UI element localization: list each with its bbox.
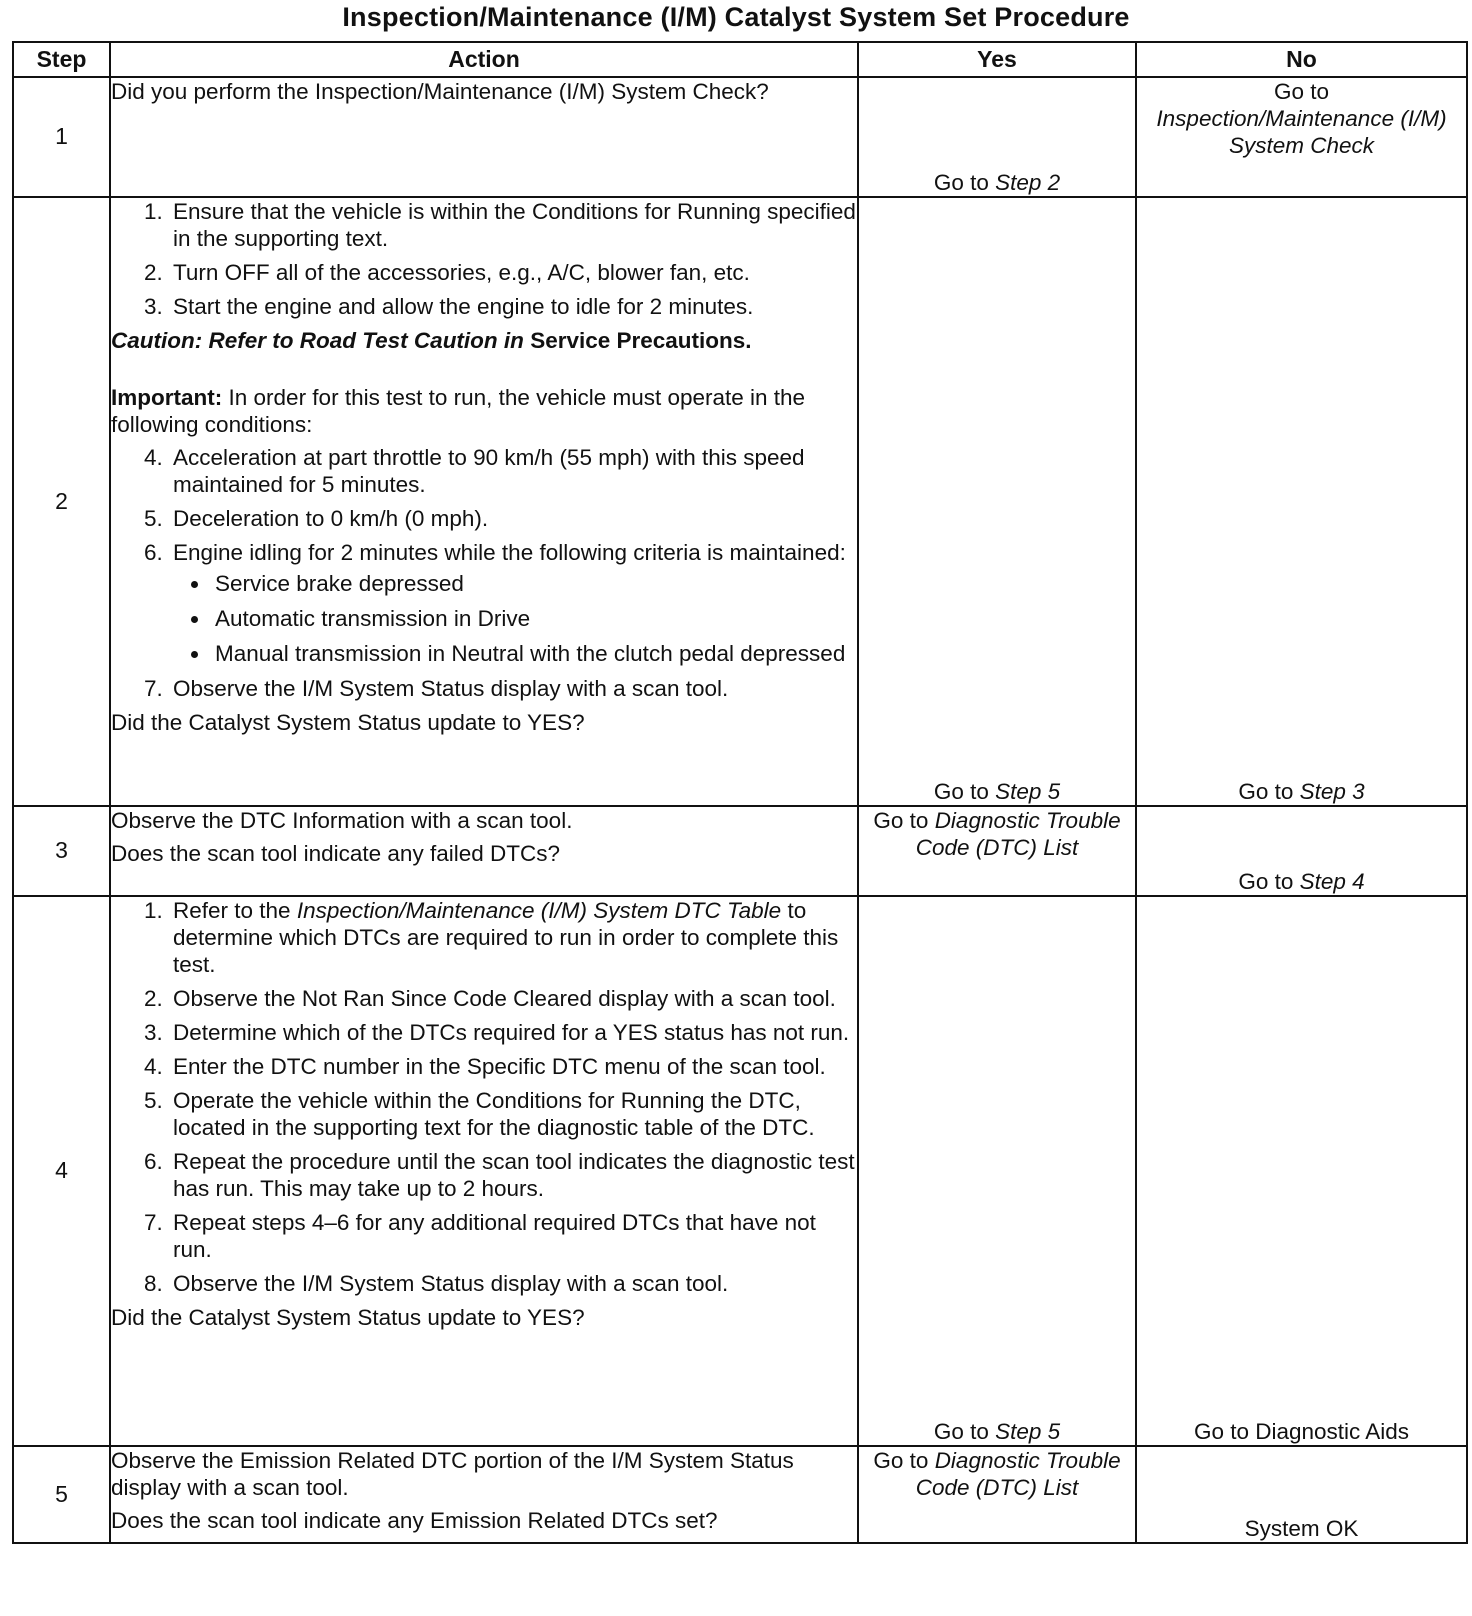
action-cell	[110, 896, 858, 1446]
reference-link: Inspection/Maintenance (I/M) System DTC Table	[296, 898, 782, 923]
no-cell: Go to Inspection/Maintenance (I/M) System Check	[1136, 77, 1467, 197]
criteria-list	[173, 570, 857, 667]
list-item: 1. Refer to the Inspection/Maintenance (I/M) System DTC Table to determine which DTCs are required to run in order to complete this test.	[169, 897, 857, 978]
list-item: 8. Observe the I/M System Status display with a scan tool.	[169, 1270, 857, 1297]
list-item: 3. Determine which of the DTCs required for a YES status has not run.	[169, 1019, 857, 1046]
instruction-list	[111, 897, 857, 1297]
table-row	[13, 197, 1467, 806]
list-item: 6. Repeat the procedure until the scan tool indicates the diagnostic test has run. This may take up to 2 hours.	[169, 1148, 857, 1202]
yes-cell: Go to Step 2	[858, 77, 1136, 197]
step-reference: Step 5	[995, 1419, 1061, 1444]
important-note: Important: In order for this test to run, the vehicle must operate in the following conditions:	[111, 385, 806, 437]
step-reference: Step 4	[1299, 869, 1365, 894]
bullet-item: • Service brake depressed	[211, 570, 857, 597]
step-reference: Step 2	[995, 170, 1061, 195]
no-cell: Go to Diagnostic Aids	[1136, 896, 1467, 1446]
list-item: 5. Operate the vehicle within the Conditions for Running the DTC, located in the supporting text for the diagnostic table of the DTC.	[169, 1087, 857, 1141]
action-cell	[110, 1446, 858, 1543]
step-number: 4	[13, 896, 110, 1446]
action-cell	[110, 197, 858, 806]
yes-cell: Go to Step 5	[858, 896, 1136, 1446]
caution-note: Caution: Refer to Road Test Caution in Service Precautions.	[111, 328, 752, 353]
step-reference: Step 3	[1299, 779, 1365, 804]
list-item: 1. Ensure that the vehicle is within the Conditions for Running specified in the supporting text.	[169, 198, 857, 252]
question: Did the Catalyst System Status update to YES?	[111, 1305, 585, 1330]
no-cell: System OK	[1136, 1446, 1467, 1543]
list-item: 2. Observe the Not Ran Since Code Cleared display with a scan tool.	[169, 985, 857, 1012]
table-row	[13, 896, 1467, 1446]
list-item: 5. Deceleration to 0 km/h (0 mph).	[169, 505, 857, 532]
yes-cell: Go to Step 5	[858, 197, 1136, 806]
question: Does the scan tool indicate any Emission Related DTCs set?	[111, 1508, 718, 1533]
step-number: 5	[13, 1446, 110, 1543]
table-row	[13, 77, 1467, 197]
header-no: No	[1136, 42, 1467, 77]
bullet-item: • Automatic transmission in Drive	[211, 605, 857, 632]
no-cell: Go to Step 4	[1136, 806, 1467, 896]
question: Did you perform the Inspection/Maintenance (I/M) System Check?	[111, 79, 769, 104]
reference-link: Diagnostic Trouble Code (DTC) List	[915, 808, 1121, 860]
no-cell: Go to Step 3	[1136, 197, 1467, 806]
reference-link: Diagnostic Trouble Code (DTC) List	[915, 1448, 1121, 1500]
header-yes: Yes	[858, 42, 1136, 77]
observation: Observe the Emission Related DTC portion of the I/M System Status display with a scan tool.	[111, 1448, 794, 1500]
step-number: 1	[13, 77, 110, 197]
action-cell	[110, 806, 858, 896]
yes-cell: Go to Diagnostic Trouble Code (DTC) List	[858, 806, 1136, 896]
list-item: 6. Engine idling for 2 minutes while the following criteria is maintained: • Service brake depressed • Automatic transmission in Drive • Manual transmission in Neutral with the clutch pedal depressed	[169, 539, 857, 667]
bullet-item: • Manual transmission in Neutral with the clutch pedal depressed	[211, 640, 857, 667]
list-item: 3. Start the engine and allow the engine to idle for 2 minutes.	[169, 293, 857, 320]
table-row	[13, 806, 1467, 896]
page-title: Inspection/Maintenance (I/M) Catalyst System Set Procedure	[342, 2, 1130, 32]
reference-link: Inspection/Maintenance (I/M) System Check	[1156, 106, 1447, 158]
instruction-list	[111, 444, 857, 702]
header-step: Step	[13, 42, 110, 77]
step-reference: Step 5	[995, 779, 1061, 804]
observation: Observe the DTC Information with a scan tool.	[111, 808, 573, 833]
list-item: 2. Turn OFF all of the accessories, e.g., A/C, blower fan, etc.	[169, 259, 857, 286]
list-item: 7. Observe the I/M System Status display with a scan tool.	[169, 675, 857, 702]
list-item: 7. Repeat steps 4–6 for any additional required DTCs that have not run.	[169, 1209, 857, 1263]
procedure-table	[12, 41, 1468, 1544]
list-item: 4. Enter the DTC number in the Specific DTC menu of the scan tool.	[169, 1053, 857, 1080]
question: Does the scan tool indicate any failed DTCs?	[111, 841, 560, 866]
instruction-list	[111, 198, 857, 320]
header-row	[13, 42, 1467, 77]
step-number: 3	[13, 806, 110, 896]
question: Did the Catalyst System Status update to YES?	[111, 710, 585, 735]
action-cell	[110, 77, 858, 197]
header-action: Action	[110, 42, 858, 77]
yes-cell: Go to Diagnostic Trouble Code (DTC) List	[858, 1446, 1136, 1543]
list-item: 4. Acceleration at part throttle to 90 km/h (55 mph) with this speed maintained for 5 minutes.	[169, 444, 857, 498]
step-number: 2	[13, 197, 110, 806]
table-row	[13, 1446, 1467, 1543]
